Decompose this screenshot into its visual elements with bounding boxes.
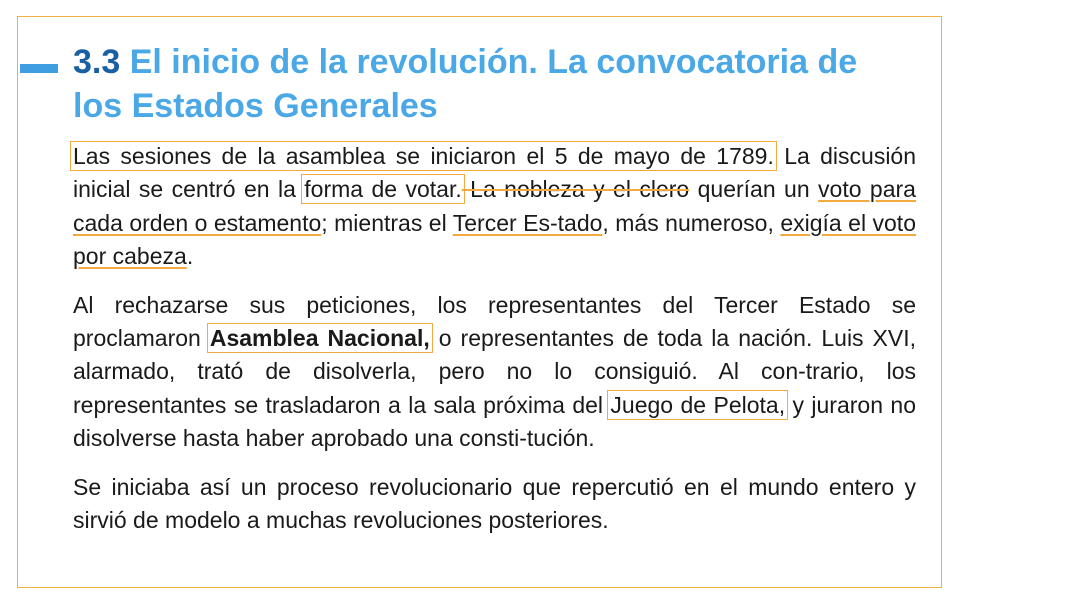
highlight-box-juego-de-pelota: Juego de Pelota, xyxy=(607,390,788,420)
text-run: querían un xyxy=(689,176,819,203)
section-heading xyxy=(73,40,913,128)
paragraph-2 xyxy=(73,289,916,456)
text-run: y juraron no disolverse hasta haber aprobado una consti-tución. xyxy=(73,391,916,452)
text-run: Al rechazarse sus peticiones, los representantes del Tercer Estado se proclamaron xyxy=(73,291,916,352)
underlined-text: exigía el voto por cabeza xyxy=(73,209,916,270)
text-run: ; mientras el xyxy=(321,209,453,236)
struck-text: La nobleza y el clero xyxy=(461,176,690,203)
text-run: , más numeroso, xyxy=(602,209,781,236)
paragraph-1 xyxy=(73,140,916,274)
highlight-box-asamblea-nacional: Asamblea Nacional, xyxy=(207,323,433,353)
section-title: El inicio de la revolución. La convocatoria de los Estados Generales xyxy=(73,43,858,125)
text-run: . xyxy=(186,243,194,270)
section-number: 3.3 xyxy=(73,43,121,81)
underlined-text: Tercer Es-tado xyxy=(452,209,603,236)
text-run: La discusión inicial se centró en la xyxy=(73,143,917,203)
paragraph-3 xyxy=(73,471,916,538)
section-marker-bar xyxy=(20,64,58,73)
text-run: o representantes de toda la nación. Luis XVI, alarmado, trató de disolverla, pero no lo consiguió. Al con-trario, los representantes se trasladaron a la sala próxima del xyxy=(73,325,917,418)
highlight-box-date: Las sesiones de la asamblea se iniciaron el 5 de mayo de 1789. xyxy=(70,141,777,171)
underlined-text: voto para cada orden o estamento xyxy=(73,176,916,236)
text-run: Se iniciaba así un proceso revolucionario que repercutió en el mundo entero y sirvió de modelo a muchas revoluciones posteriores. xyxy=(73,473,916,534)
highlight-box-forma-de-votar: forma de votar. xyxy=(301,174,464,204)
document-body xyxy=(73,140,916,552)
